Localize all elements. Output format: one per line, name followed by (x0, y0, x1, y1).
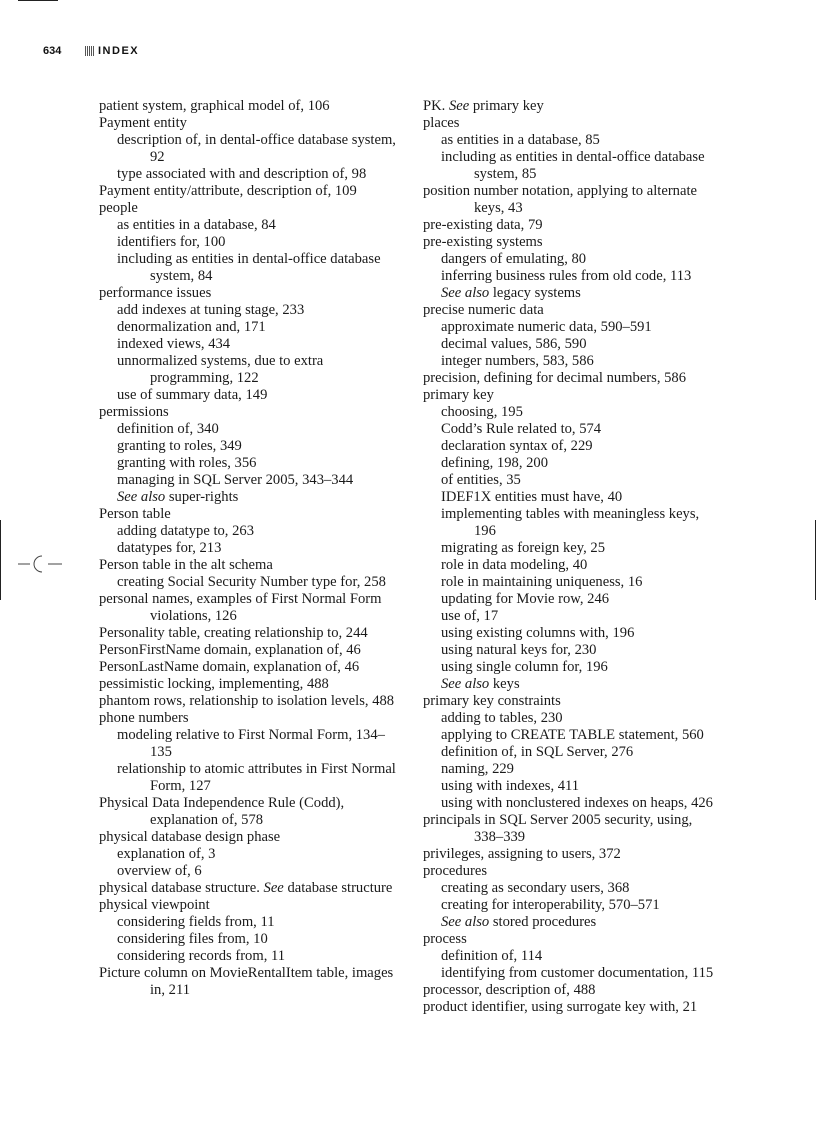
index-subentry: dangers of emulating, 80 (441, 251, 587, 267)
index-entry: PersonLastName domain, explanation of, 46 (99, 659, 360, 675)
index-entry: people (99, 200, 138, 216)
index-entry: precision, defining for decimal numbers, 586 (423, 370, 687, 386)
index-entry: Person table (99, 506, 171, 522)
index-entry: principals in SQL Server 2005 security, using, 338–339 (423, 812, 693, 845)
index-subentry: relationship to atomic attributes in First Normal Form, 127 (117, 761, 396, 794)
index-subentry: migrating as foreign key, 25 (441, 540, 606, 556)
index-subentry: defining, 198, 200 (441, 455, 549, 471)
index-entry: product identifier, using surrogate key with, 21 (423, 999, 698, 1015)
index-entry: primary key (423, 387, 494, 403)
index-entry: physical viewpoint (99, 897, 210, 913)
index-subentry: definition of, in SQL Server, 276 (441, 744, 634, 760)
see-also-reference: See also (441, 914, 490, 930)
index-subentry: granting with roles, 356 (117, 455, 257, 471)
index-subentry: decimal values, 586, 590 (441, 336, 587, 352)
entry-text: primary key (469, 98, 544, 114)
index-subentry: approximate numeric data, 590–591 (441, 319, 652, 335)
index-entry: Payment entity/attribute, description of, 109 (99, 183, 357, 199)
index-subentry: creating for interoperability, 570–571 (441, 897, 660, 913)
index-subentry: of entities, 35 (441, 472, 521, 488)
entry-text: legacy systems (489, 285, 581, 301)
index-entry: Picture column on MovieRentalItem table, images in, 211 (99, 965, 394, 998)
index-entry: Person table in the alt schema (99, 557, 273, 573)
index-subentry: updating for Movie row, 246 (441, 591, 610, 607)
index-subentry: considering records from, 11 (117, 948, 286, 964)
index-subentry: overview of, 6 (117, 863, 202, 879)
index-entry: procedures (423, 863, 488, 879)
index-subentry: role in data modeling, 40 (441, 557, 588, 573)
index-subentry (423, 285, 723, 302)
header-title: INDEX (98, 45, 140, 57)
index-entry (99, 880, 399, 897)
index-subentry (99, 489, 399, 506)
index-entry: Personality table, creating relationship to, 244 (99, 625, 368, 641)
index-entry: pre-existing systems (423, 234, 543, 250)
index-entry: PersonFirstName domain, explanation of, 46 (99, 642, 361, 658)
index-subentry: considering files from, 10 (117, 931, 268, 947)
registration-mark-icon (18, 550, 62, 578)
index-subentry: granting to roles, 349 (117, 438, 242, 454)
index-subentry: creating Social Security Number type for, 258 (117, 574, 386, 590)
index-subentry: using natural keys for, 230 (441, 642, 597, 658)
index-subentry: using existing columns with, 196 (441, 625, 635, 641)
index-subentry: implementing tables with meaningless keys, 196 (441, 506, 700, 539)
index-entry: patient system, graphical model of, 106 (99, 98, 330, 114)
entry-text: physical database structure. (99, 880, 264, 896)
index-subentry: choosing, 195 (441, 404, 523, 420)
index-entry: places (423, 115, 460, 131)
index-entry: performance issues (99, 285, 212, 301)
index-subentry: adding datatype to, 263 (117, 523, 254, 539)
index-subentry: inferring business rules from old code, 113 (441, 268, 692, 284)
index-entry: privileges, assigning to users, 372 (423, 846, 621, 862)
running-header (43, 43, 139, 59)
index-entry: pre-existing data, 79 (423, 217, 543, 233)
index-entry: precise numeric data (423, 302, 544, 318)
index-entry: physical database design phase (99, 829, 281, 845)
index-entry: processor, description of, 488 (423, 982, 596, 998)
index-entry: personal names, examples of First Normal Form violations, 126 (99, 591, 382, 624)
index-column-left (99, 98, 399, 999)
index-subentry: denormalization and, 171 (117, 319, 266, 335)
index-subentry: as entities in a database, 85 (441, 132, 600, 148)
index-subentry: use of, 17 (441, 608, 499, 624)
index-subentry (423, 914, 723, 931)
index-entry (423, 98, 723, 115)
index-subentry: including as entities in dental-office database system, 85 (441, 149, 705, 182)
index-subentry: integer numbers, 583, 586 (441, 353, 594, 369)
index-subentry: using with indexes, 411 (441, 778, 580, 794)
header-bars-icon (85, 46, 95, 56)
index-entry: Physical Data Independence Rule (Codd), explanation of, 578 (99, 795, 345, 828)
index-column-right (423, 98, 723, 1016)
see-also-reference: See also (117, 489, 166, 505)
crop-mark-top (18, 0, 58, 1)
entry-text: PK. (423, 98, 449, 114)
entry-text: super-rights (165, 489, 239, 505)
index-entry: primary key constraints (423, 693, 561, 709)
index-subentry: considering fields from, 11 (117, 914, 275, 930)
index-subentry: datatypes for, 213 (117, 540, 222, 556)
index-subentry: declaration syntax of, 229 (441, 438, 593, 454)
see-reference: See (263, 880, 284, 896)
index-entry: phantom rows, relationship to isolation levels, 488 (99, 693, 395, 709)
index-subentry: Codd’s Rule related to, 574 (441, 421, 602, 437)
index-subentry: adding to tables, 230 (441, 710, 563, 726)
index-entry: phone numbers (99, 710, 189, 726)
index-subentry: using single column for, 196 (441, 659, 608, 675)
index-subentry: definition of, 114 (441, 948, 543, 964)
index-subentry: creating as secondary users, 368 (441, 880, 630, 896)
index-subentry: type associated with and description of, 98 (117, 166, 367, 182)
index-subentry: as entities in a database, 84 (117, 217, 276, 233)
index-subentry: identifying from customer documentation, 115 (441, 965, 714, 981)
index-subentry: naming, 229 (441, 761, 514, 777)
index-entry: pessimistic locking, implementing, 488 (99, 676, 329, 692)
index-subentry: explanation of, 3 (117, 846, 216, 862)
index-subentry: applying to CREATE TABLE statement, 560 (441, 727, 704, 743)
entry-text: database structure (283, 880, 393, 896)
index-entry: position number notation, applying to alternate keys, 43 (423, 183, 697, 216)
page-number: 634 (43, 45, 62, 57)
index-subentry: identifiers for, 100 (117, 234, 226, 250)
see-also-reference: See also (441, 285, 490, 301)
index-subentry: unnormalized systems, due to extra programming, 122 (117, 353, 324, 386)
index-subentry: modeling relative to First Normal Form, 134–135 (117, 727, 385, 760)
index-entry: Payment entity (99, 115, 187, 131)
index-subentry: role in maintaining uniqueness, 16 (441, 574, 643, 590)
index-subentry (423, 676, 723, 693)
index-entry: permissions (99, 404, 169, 420)
entry-text: keys (489, 676, 520, 692)
index-subentry: definition of, 340 (117, 421, 219, 437)
index-entry: process (423, 931, 467, 947)
index-subentry: add indexes at tuning stage, 233 (117, 302, 305, 318)
entry-text: stored procedures (489, 914, 597, 930)
index-subentry: use of summary data, 149 (117, 387, 268, 403)
index-subentry: including as entities in dental-office database system, 84 (117, 251, 381, 284)
index-subentry: indexed views, 434 (117, 336, 231, 352)
index-subentry: IDEF1X entities must have, 40 (441, 489, 623, 505)
index-subentry: description of, in dental-office database system, 92 (117, 132, 396, 165)
index-subentry: managing in SQL Server 2005, 343–344 (117, 472, 354, 488)
see-also-reference: See also (441, 676, 490, 692)
crop-mark-left (0, 520, 1, 600)
see-reference: See (448, 98, 470, 114)
index-subentry: using with nonclustered indexes on heaps, 426 (441, 795, 713, 811)
